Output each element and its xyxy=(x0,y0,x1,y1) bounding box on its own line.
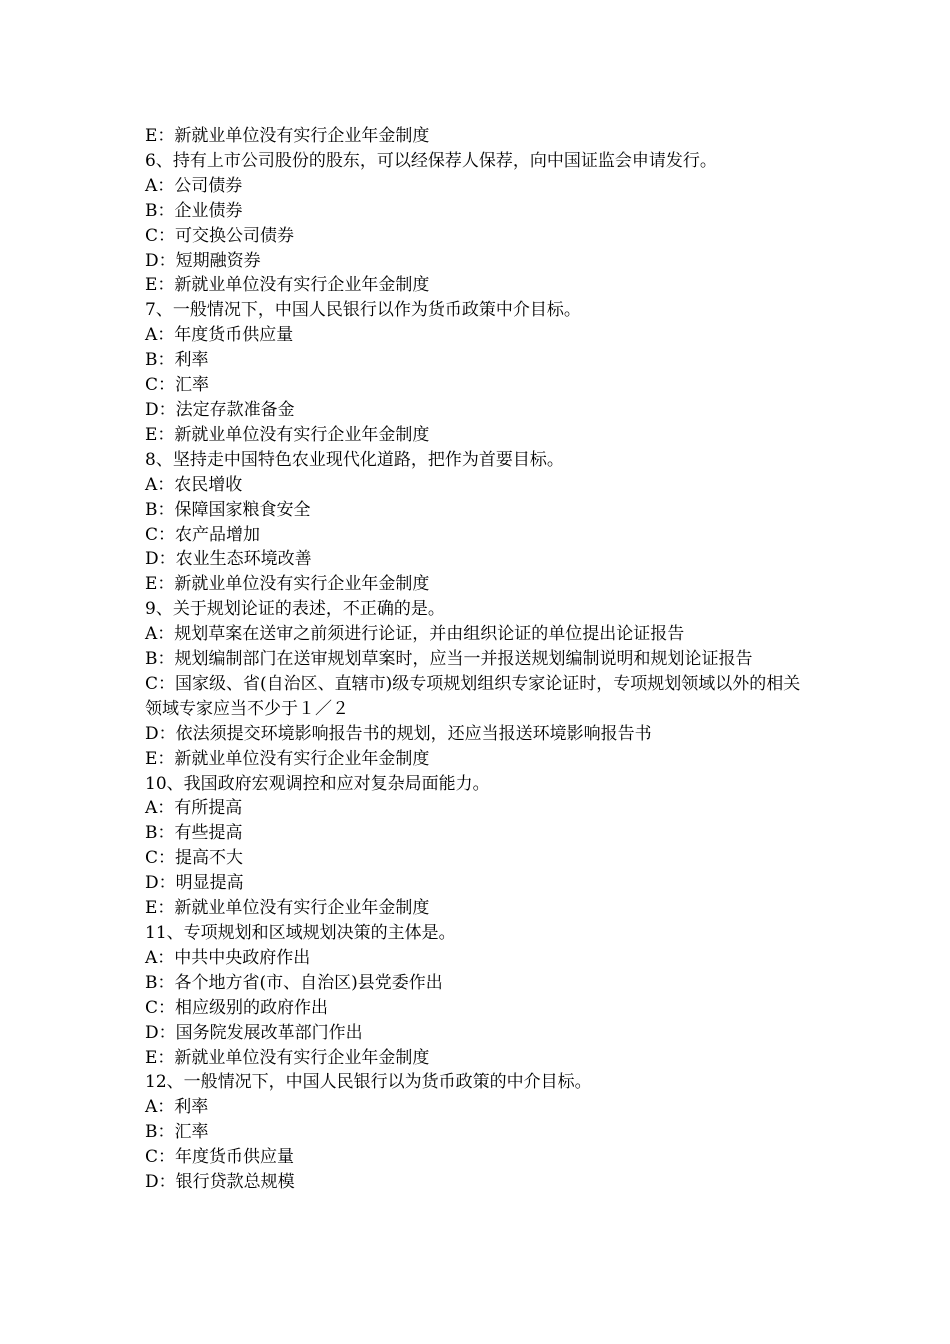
answer-option-c: C：相应级别的政府作出 xyxy=(145,997,329,1018)
answer-option-a: A：公司债券 xyxy=(145,175,243,196)
answer-option-b: B：保障国家粮食安全 xyxy=(145,499,311,520)
answer-option-d: D：银行贷款总规模 xyxy=(145,1172,295,1193)
answer-option-b: B：各个地方省(市、自治区)县党委作出 xyxy=(145,972,443,993)
answer-option-e: E：新就业单位没有实行企业年金制度 xyxy=(145,424,430,445)
answer-option-e: E：新就业单位没有实行企业年金制度 xyxy=(145,898,430,919)
answer-option-e: E：新就业单位没有实行企业年金制度 xyxy=(145,574,430,595)
answer-option-b: B：利率 xyxy=(145,350,209,371)
answer-option-a: A：年度货币供应量 xyxy=(145,325,294,346)
answer-option-d: D：依法须提交环境影响报告书的规划，还应当报送环境影响报告书 xyxy=(145,723,652,744)
answer-option-c: C：年度货币供应量 xyxy=(145,1147,295,1168)
answer-option-e: E：新就业单位没有实行企业年金制度 xyxy=(145,1047,430,1068)
answer-option-a: A：农民增收 xyxy=(145,474,243,495)
answer-option-b: B：有些提高 xyxy=(145,823,243,844)
answer-option-b: B：规划编制部门在送审规划草案时，应当一并报送规划编制说明和规划论证报告 xyxy=(145,649,753,670)
answer-option-d: D：明显提高 xyxy=(145,873,244,894)
answer-option-b: B：企业债券 xyxy=(145,200,243,221)
answer-option-e: E：新就业单位没有实行企业年金制度 xyxy=(145,126,430,146)
answer-option-c: C：农产品增加 xyxy=(145,524,261,545)
question-11: 11、专项规划和区域规划决策的主体是。 xyxy=(145,923,456,943)
answer-option-d: D：农业生态环境改善 xyxy=(145,549,312,570)
answer-option-e: E：新就业单位没有实行企业年金制度 xyxy=(145,275,430,296)
answer-option-d: D：法定存款准备金 xyxy=(145,399,295,420)
question-12: 12、一般情况下，中国人民银行以为货币政策的中介目标。 xyxy=(145,1072,592,1093)
answer-option-c: C：汇率 xyxy=(145,375,210,396)
question-8: 8、坚持走中国特色农业现代化道路，把作为首要目标。 xyxy=(145,449,564,470)
answer-option-b: B：汇率 xyxy=(145,1122,209,1143)
answer-option-a: A：利率 xyxy=(145,1097,209,1118)
answer-option-a: A：规划草案在送审之前须进行论证，并由组织论证的单位提出论证报告 xyxy=(145,624,685,645)
answer-option-a: A：有所提高 xyxy=(145,798,243,819)
answer-option-c: C：可交换公司债券 xyxy=(145,225,295,246)
answer-option-c: C：国家级、省(自治区、直辖市)级专项规划组织专家论证时，专项规划领域以外的相关领域专家应当不少于１／２ xyxy=(145,673,801,719)
answer-option-d: D：短期融资券 xyxy=(145,250,261,271)
question-7: 7、一般情况下，中国人民银行以作为货币政策中介目标。 xyxy=(145,300,581,321)
answer-option-a: A：中共中央政府作出 xyxy=(145,947,311,968)
question-9: 9、关于规划论证的表述，不正确的是。 xyxy=(145,599,445,620)
document-page xyxy=(145,124,810,1195)
question-6: 6、持有上市公司股份的股东，可以经保荐人保荐，向中国证监会申请发行。 xyxy=(145,150,717,171)
answer-option-c: C：提高不大 xyxy=(145,848,244,869)
answer-option-d: D：国务院发展改革部门作出 xyxy=(145,1022,363,1043)
answer-option-e: E：新就业单位没有实行企业年金制度 xyxy=(145,748,430,769)
question-10: 10、我国政府宏观调控和应对复杂局面能力。 xyxy=(145,773,490,794)
